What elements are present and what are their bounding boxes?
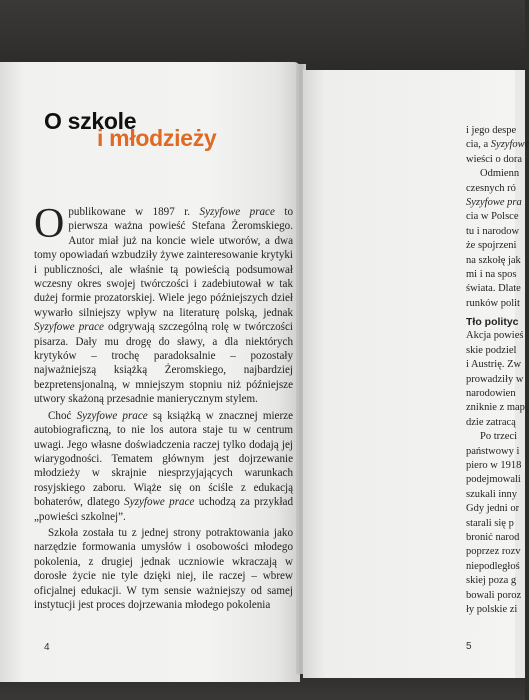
text-run: to pierwsza ważna powieść Stefana Żeromskiego. Autor miał już na koncie wiele utworów, a dwa tomy opowiadań wzbudziły żywe zainteresowanie krytyki i publiczności, ale właśnie tą powieścią podsumował wczesny okres swojej twórczości i zadebiutował w tak dużej formie prozatorskiej. Wiele jego późniejszych dzieł wywarło silniejszy wpływ na literaturę polską, jednak [34,206,294,319]
text-run: odgrywają szczególną rolę w twórczości pisarza. Dały mu drogę do sławy, a dla niektórych krytyków – trochę paradoksalnie – pozostały najważniejszą książką Żeromskiego, najbardziej bezpretensjonalną, w mniejszym stopniu niż późniejsze utwory skażoną przesadnie manierycznym stylem. [34,321,293,406]
text-line: starali się p [466,517,514,529]
text-line: mi i na spos [466,268,517,280]
text-line: świata. Dlate [466,283,521,295]
text-line: poprzez rozv [466,546,521,558]
text-line: dzie zatracą [466,416,516,428]
italic-title: Syzyfowe prace [76,409,148,422]
text-line: skie podziel [466,344,517,356]
text-run: uchodzą za przykład „powieści szkolnej”. [34,496,293,523]
text-line: szukali inny [466,488,518,500]
drop-cap: O [34,201,65,247]
text-line: czesnych ró [466,182,516,194]
text-line: cia w Polsce [466,211,519,223]
paragraph [34,409,293,524]
page-number-right: 5 [466,641,472,652]
text-line: bowali poroz [466,589,522,601]
right-page-text [466,124,529,617]
italic-title: Syzyfowe prace [124,496,195,509]
section-heading: Tło polityc [466,316,519,329]
text-line: prowadziły w [466,373,524,385]
text-line: Gdy jedni or [466,503,520,515]
text-run: publikowane w 1897 r. [68,206,200,218]
text-line: tu i narodow [466,225,520,237]
text-line: Po trzeci [480,431,518,443]
italic-title: Syzyfowe prace [199,206,275,218]
text-line: bronić narod [466,531,520,543]
text-line: piero w 1918 [466,459,522,471]
text-line: i jego despe [466,125,517,136]
text-line: na szkołę jak [466,254,521,266]
chapter-title [44,108,284,158]
text-line: Odmienn [480,168,520,180]
text-line: Akcja powieś [466,330,524,342]
text-line: zniknie z map [466,402,525,414]
chapter-title-line-2: i młodzieży [97,125,217,151]
paragraph [34,526,293,612]
text-run: Choć [48,409,77,422]
text-line: państwowy i [466,445,520,457]
text-line: skiej poza g [466,575,517,587]
text-line: i Austrię. Zw [466,359,522,371]
text-line: runków polit [466,297,520,309]
page-number-left: 4 [44,642,50,653]
chapter-title-line-1: O szkole [44,108,137,134]
text-line: cia, a Syzyfowe [466,139,529,151]
text-run: są książką w znacznej mierze autobiograficzną, to nie los autora staje tu w centrum uwagi. Jego własne doświadczenia raczej tylko dodają jej wiarygodności. Tematem głównym jest dojrzewanie młodzieży w skrajnie niesprzyjających warunkach rosyjskiego zaboru. Wiąże się on ściśle z edukacją bohaterów, dlatego [34,409,293,509]
text-line: narodowien [466,388,516,400]
text-line: podejmowali [466,474,521,486]
paragraph [34,201,294,407]
text-line: ły polskie zi [466,603,518,615]
chapter-body [34,201,294,612]
right-page [303,70,529,678]
italic-title: Syzyfowe prace [34,321,104,334]
text-line: że spojrzeni [466,240,517,252]
text-line: wieści o dora [466,153,522,165]
text-line: Syzyfowe pra [466,196,522,208]
text-line: niepodległoś [466,560,520,572]
text-run: Szkoła została tu z jednej strony potraktowania jako narzędzie formowania umysłów i osobowości młodego pokolenia, z drugiej jednak uczniowie wkraczają w dorosłe życie nie tyle dzięki niej, ile raczej – wbrew oficjalnej edukacji. W tym sensie ważniejszy od samej instytucji jest proces dojrzewania młodego pokolenia [34,526,293,611]
